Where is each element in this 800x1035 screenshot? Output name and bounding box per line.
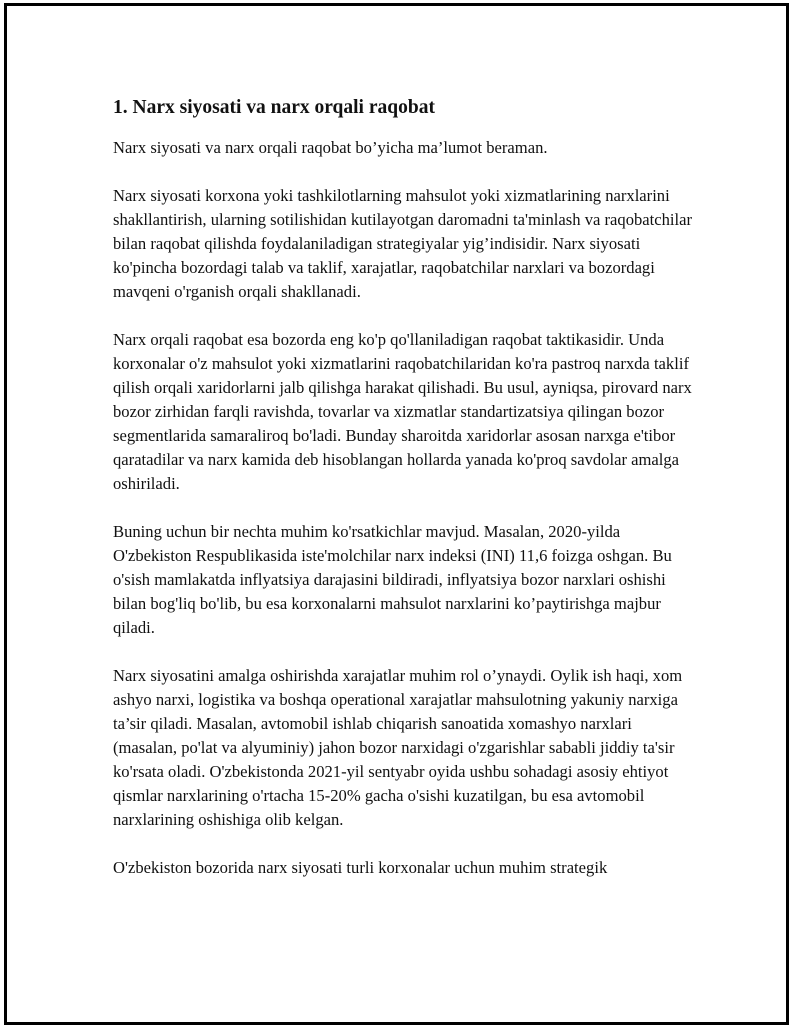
paragraph-pricing-policy: Narx siyosati korxona yoki tashkilotlarning mahsulot yoki xizmatlarining narxlarini shakllantirish, ularning sotilishidan kutilayotgan daromadni ta'minlash va raqobatchilar bilan raqobat qilishda foydalaniladigan strategiyalar yig’indisidir. Narx siyosati ko'pincha bozordagi talab va taklif, xarajatlar, raqobatchilar narxlari va bozordagi mavqeni o'rganish orqali shakllanadi. — [113, 186, 693, 301]
section-heading: 1. Narx siyosati va narx orqali raqobat — [113, 97, 435, 118]
paragraph-uzbekistan-market: O'zbekiston bozorida narx siyosati turli korxonalar uchun muhim strategik — [113, 858, 608, 877]
paragraph-costs: Narx siyosatini amalga oshirishda xarajatlar muhim rol o’ynaydi. Oylik ish haqi, xom ashyo narxi, logistika va boshqa operational xarajatlar mahsulotning yakuniy narxiga ta’sir qiladi. Masalan, avtomobil ishlab chiqarish sanoatida xomashyo narxlari (masalan, po'lat va alyuminiy) jahon bozor narxidagi o'zgarishlar sababli jiddiy ta'sir ko'rsata oladi. O'zbekistonda 2021-yil sentyabr oyida ushbu sohadagi asosiy ehtiyot qismlar narxlarining o'rtacha 15-20% gacha o'sishi kuzatilgan, bu esa avtomobil narxlarining oshishiga olib kelgan. — [113, 666, 683, 829]
paragraph-price-competition: Narx orqali raqobat esa bozorda eng ko'p qo'llaniladigan raqobat taktikasidir. Unda korxonalar o'z mahsulot yoki xizmatlarini raqobatchilaridan ko'ra pastroq narxda taklif qilish orqali xaridorlarni jalb qilishga harakat qilishadi. Bu usul, ayniqsa, pirovard narx bozor zirhidan farqli ravishda, tovarlar va xizmatlar standartizatsiya qilingan bozor segmentlarida samaraliroq bo'ladi. Bunday sharoitda xaridorlar asosan narxga e'tibor qaratadilar va narx kamida deb hisoblangan hollarda yanada ko'proq savdolar amalga oshiriladi. — [113, 330, 692, 493]
document-body — [113, 96, 693, 880]
paragraph-indicators: Buning uchun bir nechta muhim ko'rsatkichlar mavjud. Masalan, 2020-yilda O'zbekiston Respublikasida iste'molchilar narx indeksi (INI) 11,6 foizga oshgan. Bu o'sish mamlakatda inflyatsiya darajasini bildiradi, inflyatsiya bozor narxlari oshishi bilan bog'liq bo'lib, bu esa korxonalarni mahsulot narxlarini ko’paytirishga majbur qiladi. — [113, 522, 672, 637]
intro-paragraph: Narx siyosati va narx orqali raqobat bo’yicha ma’lumot beraman. — [113, 138, 548, 157]
